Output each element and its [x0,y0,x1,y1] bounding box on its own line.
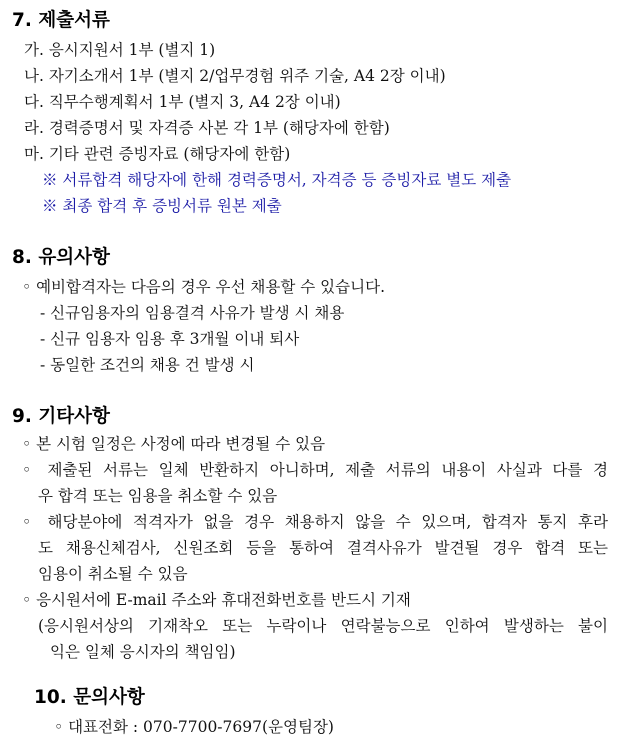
bullet-continuation: (응시원서상의 기재착오 또는 누락이나 연락불능으로 인하여 발생하는 불이 [38,617,608,635]
bullet-line: ◦ 본 시험 일정은 사정에 따라 변경될 수 있음 [22,435,326,453]
list-item: 라. 경력증명서 및 자격증 사본 각 1부 (해당자에 한함) [24,119,390,137]
bullet-continuation: 도 채용신체검사, 신원조회 등을 통하여 결격사유가 발견될 경우 합격 또는 [38,539,608,557]
bullet-continuation: 익은 일체 응시자의 책임임) [50,643,236,661]
list-item: 나. 자기소개서 1부 (별지 2/업무경험 위주 기술, A4 2장 이내) [24,67,446,85]
list-item: - 신규 임용자 임용 후 3개월 이내 퇴사 [40,330,300,348]
list-item: 마. 기타 관련 증빙자료 (해당자에 한함) [24,145,291,163]
list-item: - 동일한 조건의 채용 건 발생 시 [40,356,255,374]
section-8-title: 8. 유의사항 [12,247,110,268]
bullet-line: ◦ 해당분야에 적격자가 없을 경우 채용하지 않을 수 있으며, 합격자 통지 후라 [22,513,608,531]
bullet-line: ◦ 예비합격자는 다음의 경우 우선 채용할 수 있습니다. [22,278,385,296]
bullet-line: ◦ 제출된 서류는 일체 반환하지 아니하며, 제출 서류의 내용이 사실과 다를 경 [22,461,608,479]
section-10-title: 10. 문의사항 [34,687,145,708]
list-item: 가. 응시지원서 1부 (별지 1) [24,41,216,59]
list-item: - 신규임용자의 임용결격 사유가 발생 시 채용 [40,304,345,322]
contact-line: ◦ 대표전화 : 070-7700-7697(운영팀장) [54,718,334,736]
list-item: 다. 직무수행계획서 1부 (별지 3, A4 2장 이내) [24,93,341,111]
section-7-title: 7. 제출서류 [12,10,110,31]
note-line: ※ 서류합격 해당자에 한해 경력증명서, 자격증 등 증빙자료 별도 제출 [42,171,512,189]
bullet-line: ◦ 응시원서에 E-mail 주소와 휴대전화번호를 반드시 기재 [22,591,411,609]
section-9-title: 9. 기타사항 [12,406,110,427]
bullet-continuation: 우 합격 또는 임용을 취소할 수 있음 [38,487,278,505]
bullet-continuation: 임용이 취소될 수 있음 [38,565,188,583]
note-line: ※ 최종 합격 후 증빙서류 원본 제출 [42,197,282,215]
